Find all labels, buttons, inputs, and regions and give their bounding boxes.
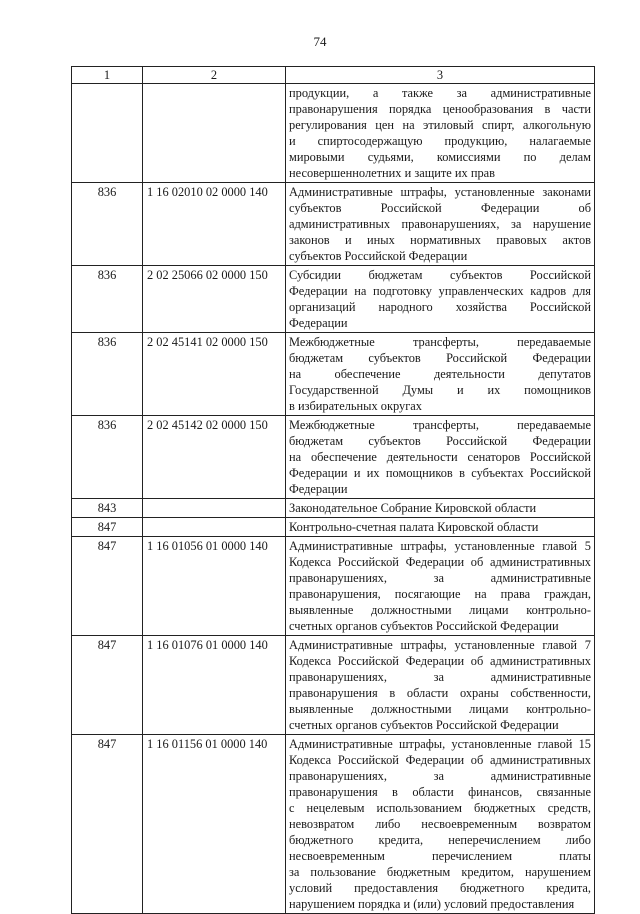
description-cell — [286, 518, 595, 537]
admin-code-cell — [72, 84, 143, 183]
description-line: Законодательное Собрание Кировской области — [289, 501, 537, 515]
admin-code-cell: 847 — [72, 636, 143, 735]
description-line: правонарушения, посягающие на права граждан, — [289, 587, 591, 601]
revenue-code-cell — [143, 518, 286, 537]
description-line: административных правонарушениях, за нарушение — [289, 217, 591, 231]
description-line: бюджетам субъектов Российской Федерации — [289, 351, 591, 365]
revenue-code-cell: 1 16 02010 02 0000 140 — [143, 183, 286, 266]
column-header-3: 3 — [286, 67, 595, 84]
admin-code-cell: 836 — [72, 183, 143, 266]
description-line: выявленные должностными лицами контрольно- — [289, 702, 591, 716]
admin-code-cell: 836 — [72, 333, 143, 416]
description-line: несвоевременным перечислением платы — [289, 849, 591, 863]
table-row — [72, 537, 595, 636]
description-cell — [286, 735, 595, 914]
description-line: мировыми судьями, комиссиями по делам — [289, 150, 591, 164]
description-line: Административные штрафы, установленные главой 15 — [289, 737, 591, 751]
admin-code-cell: 847 — [72, 518, 143, 537]
description-line: Административные штрафы, установленные законами — [289, 185, 591, 199]
description-line: Федерации — [289, 316, 348, 330]
description-line: правонарушениях, за административные — [289, 571, 591, 585]
revenue-code-cell — [143, 499, 286, 518]
admin-code-cell: 847 — [72, 735, 143, 914]
description-line: правонарушения в области охраны собственности, — [289, 686, 591, 700]
description-line: Контрольно-счетная палата Кировской области — [289, 520, 539, 534]
table-row — [72, 518, 595, 537]
description-line: правонарушениях, за административные — [289, 670, 591, 684]
description-cell — [286, 183, 595, 266]
description-cell — [286, 416, 595, 499]
description-line: на обеспечение деятельности сенаторов Российской — [289, 450, 591, 464]
description-line: субъектов Российской Федерации об — [289, 201, 591, 215]
description-line: условий предоставления бюджетного кредита, — [289, 881, 591, 895]
description-line: законов и иных нормативных правовых актов — [289, 233, 591, 247]
description-line: правонарушениях, за административные — [289, 769, 591, 783]
description-line: счетных органов субъектов Российской Федерации — [289, 718, 559, 732]
description-line: Федерации и их помощников в субъектах Российской — [289, 466, 591, 480]
table-body — [72, 84, 595, 914]
description-line: Межбюджетные трансферты, передаваемые — [289, 335, 591, 349]
column-header-1: 1 — [72, 67, 143, 84]
table-row — [72, 636, 595, 735]
admin-code-cell: 843 — [72, 499, 143, 518]
revenue-code-cell — [143, 84, 286, 183]
admin-code-cell: 836 — [72, 416, 143, 499]
admin-code-cell: 847 — [72, 537, 143, 636]
revenue-code-cell: 1 16 01076 01 0000 140 — [143, 636, 286, 735]
description-line: и спиртосодержащую продукцию, налагаемые — [289, 134, 591, 148]
description-cell — [286, 266, 595, 333]
description-line: Государственной Думы и их помощников — [289, 383, 591, 397]
revenue-code-cell: 2 02 45142 02 0000 150 — [143, 416, 286, 499]
description-line: регулирования цен на этиловый спирт, алкогольную — [289, 118, 591, 132]
revenue-code-cell: 2 02 25066 02 0000 150 — [143, 266, 286, 333]
description-line: на обеспечение деятельности депутатов — [289, 367, 591, 381]
column-header-2: 2 — [143, 67, 286, 84]
table-row — [72, 266, 595, 333]
description-line: Кодекса Российской Федерации об административных — [289, 555, 591, 569]
description-line: бюджетам субъектов Российской Федерации — [289, 434, 591, 448]
revenue-codes-table — [71, 66, 595, 914]
description-line: Административные штрафы, установленные главой 7 — [289, 638, 591, 652]
page-number: 74 — [313, 34, 327, 49]
description-line: правонарушения в области финансов, связанные — [289, 785, 591, 799]
description-line: правонарушения порядка ценообразования в части — [289, 102, 591, 116]
description-line: субъектов Российской Федерации — [289, 249, 468, 263]
description-line: нарушением порядка и (или) условий предоставления — [289, 897, 575, 911]
description-cell — [286, 499, 595, 518]
description-cell — [286, 333, 595, 416]
description-line: выявленные должностными лицами контрольно- — [289, 603, 591, 617]
table-row — [72, 183, 595, 266]
description-line: Федерации — [289, 482, 348, 496]
description-line: организаций народного хозяйства Российской — [289, 300, 591, 314]
table-row — [72, 84, 595, 183]
description-cell — [286, 636, 595, 735]
description-line: продукции, а также за административные — [289, 86, 591, 100]
description-line: счетных органов субъектов Российской Федерации — [289, 619, 559, 633]
description-line: невозвратом либо несвоевременным возвратом — [289, 817, 591, 831]
description-line: Административные штрафы, установленные главой 5 — [289, 539, 591, 553]
admin-code-cell: 836 — [72, 266, 143, 333]
description-line: Федерации на подготовку управленческих кадров для — [289, 284, 591, 298]
description-line: Кодекса Российской Федерации об административных — [289, 753, 591, 767]
description-cell — [286, 537, 595, 636]
description-line: за пользование бюджетным кредитом, нарушением — [289, 865, 591, 879]
table-row — [72, 499, 595, 518]
description-line: Кодекса Российской Федерации об административных — [289, 654, 591, 668]
description-line: в избирательных округах — [289, 399, 422, 413]
description-cell — [286, 84, 595, 183]
description-line: с нецелевым использованием бюджетных средств, — [289, 801, 591, 815]
revenue-code-cell: 1 16 01056 01 0000 140 — [143, 537, 286, 636]
description-line: Субсидии бюджетам субъектов Российской — [289, 268, 591, 282]
table-row — [72, 735, 595, 914]
table-row — [72, 333, 595, 416]
header-row — [72, 67, 595, 84]
description-line: Межбюджетные трансферты, передаваемые — [289, 418, 591, 432]
revenue-code-cell: 2 02 45141 02 0000 150 — [143, 333, 286, 416]
revenue-code-cell: 1 16 01156 01 0000 140 — [143, 735, 286, 914]
table-row — [72, 416, 595, 499]
description-line: несовершеннолетних и защите их прав — [289, 166, 496, 180]
description-line: бюджетного кредита, неперечислением либо — [289, 833, 591, 847]
